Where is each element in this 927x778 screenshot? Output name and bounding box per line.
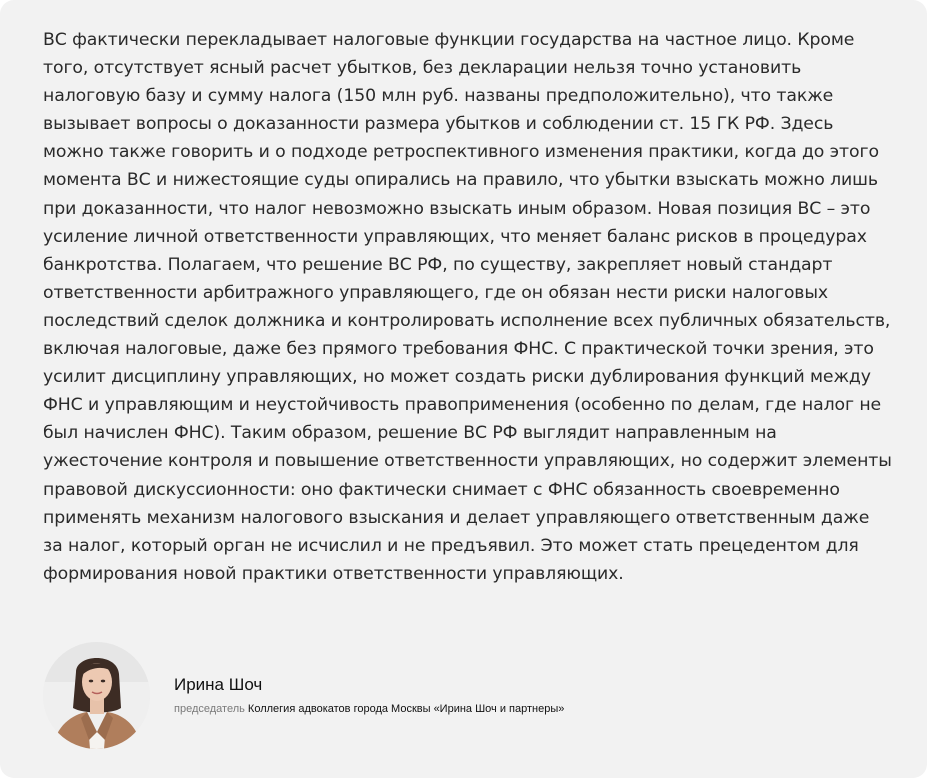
author-block: [43, 642, 893, 750]
quote-text: ВС фактически перекладывает налоговые функции государства на частное лицо. Кроме того, отсутствует ясный расчет убытков, без декларации нельзя точно установить налоговую базу и сумму налога (150 млн руб. названы предположительно), что также вызывает вопросы о доказанности размера убытков и соблюдении ст. 15 ГК РФ. Здесь можно также говорить и о подходе ретроспективного изменения практики, когда до этого момента ВС и нижестоящие суды опирались на правило, что убытки взыскать можно лишь при доказанности, что налог невозможно взыскать иным образом. Новая позиция ВС – это усиление личной ответственности управляющих, что меняет баланс рисков в процедурах банкротства. Полагаем, что решение ВС РФ, по существу, закрепляет новый стандарт ответственности арбитражного управляющего, где он обязан нести риски налоговых последствий сделок должника и контролировать исполнение всех публичных обязательств, включая налоговые, даже без прямого требования ФНС. С практической точки зрения, это усилит дисциплину управляющих, но может создать риски дублирования функций между ФНС и управляющим и неустойчивость правоприменения (особенно по делам, где налог не был начислен ФНС). Таким образом, решение ВС РФ выглядит направленным на ужесточение контроля и повышение ответственности управляющих, но содержит элементы правовой дискуссионности: оно фактически снимает с ФНС обязанность своевременно применять механизм налогового взыскания и делает управляющего ответственным даже за налог, который орган не исчислил и не предъявил. Это может стать прецедентом для формирования новой практики ответственности управляющих.: [43, 30, 892, 584]
author-avatar: [43, 642, 150, 749]
author-role: [174, 703, 564, 715]
author-role-title: председатель: [174, 703, 245, 715]
author-organization: Коллегия адвокатов города Москвы «Ирина Шоч и партнеры»: [247, 703, 565, 715]
author-name: Ирина Шоч: [174, 675, 263, 694]
